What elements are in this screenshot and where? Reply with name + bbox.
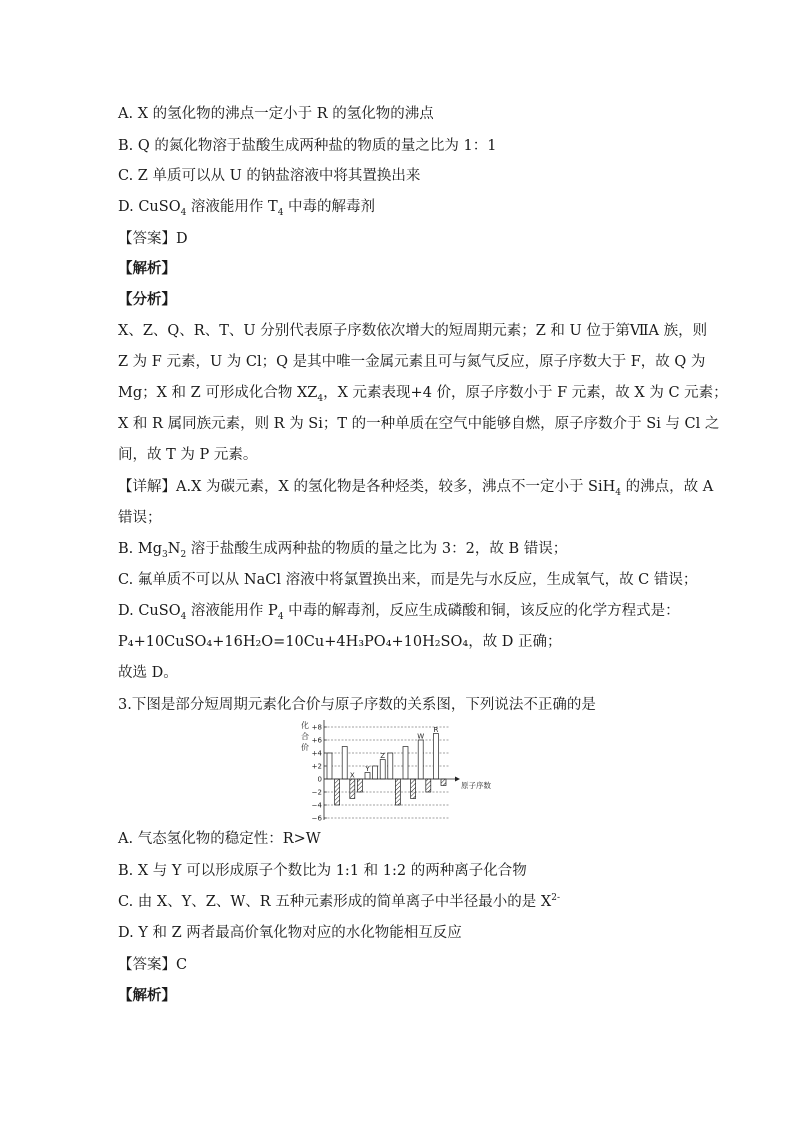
x-axis-arrow [455, 777, 460, 782]
valence-bar [335, 779, 340, 805]
y-label-char-1: 化 [301, 721, 309, 730]
q2-answer: 【答案】D [118, 231, 188, 247]
q3-answer: 【答案】C [118, 957, 188, 973]
valence-bar [373, 766, 378, 779]
element-label: Z [380, 752, 386, 760]
q2-detail-c: C. 氟单质不可以从 NaCl 溶液中将氯置换出来，而是先与水反应，生成氧气，故 C 错误； [118, 572, 698, 588]
valence-bar [380, 760, 385, 780]
y-label-char-2: 合 [301, 732, 309, 741]
y-tick-label: 0 [317, 775, 322, 784]
element-label: R [433, 726, 439, 734]
q3-option-b: B. X 与 Y 可以形成原子个数比为 1:1 和 1:2 的两种离子化合物 [118, 863, 527, 879]
valence-bar [411, 779, 416, 799]
valence-bar [418, 740, 423, 779]
q3-option-c: C. 由 X、Y、Z、W、R 五种元素形成的简单离子中半径最小的是 $X^{2-}$ [118, 893, 561, 910]
valence-bar [327, 753, 332, 779]
q2-option-d: D. CuSO$_4$ 溶液能用作 $T_4$ 中毒的解毒剂 [118, 199, 376, 218]
valence-bar [388, 753, 393, 779]
x-axis-label: 原子序数 [461, 781, 491, 790]
y-tick-label: −4 [311, 801, 322, 810]
element-label: X [349, 771, 355, 780]
valence-bar [395, 779, 400, 805]
y-tick-label: −2 [311, 788, 322, 797]
y-tick-label: −6 [311, 814, 322, 823]
q2-conclusion: 故选 D。 [118, 665, 178, 681]
chart-ticks [312, 724, 327, 823]
q2-analysis-line-2: Z 为 F 元素，U 为 Cl；Q 是其中唯一金属元素且可与氮气反应，原子序数大于 F，故 Q 为 [118, 354, 706, 370]
element-label: W [417, 732, 425, 741]
valence-chart [300, 716, 500, 824]
y-tick-label: +2 [311, 762, 322, 771]
valence-bar [357, 779, 362, 792]
q2-equation: P₄+10CuSO₄+16H₂O=10Cu+4H₃PO₄+10H₂SO₄，故 D 正确； [118, 634, 562, 650]
q2-option-b: B. Q 的氮化物溶于盐酸生成两种盐的物质的量之比为 1：1 [118, 138, 497, 154]
q3-option-d: D. Y 和 Z 两者最高价氧化物对应的水化物能相互反应 [118, 925, 462, 941]
q2-option-a: A. X 的氢化物的沸点一定小于 R 的氢化物的沸点 [118, 106, 434, 122]
q3-option-a: A. 气态氢化物的稳定性：R>W [118, 831, 321, 847]
valence-bar [441, 779, 446, 786]
q2-detail-d: D. CuSO$_4$ 溶液能用作 $P_4$ 中毒的解毒剂，反应生成磷酸和铜，该反应的化学方程式是： [118, 603, 680, 622]
chart-bars [327, 734, 446, 806]
valence-bar [433, 734, 438, 780]
q3-stem: 3.下图是部分短周期元素化合价与原子序数的关系图，下列说法不正确的是 [118, 697, 596, 713]
q2-analysis-line-4: X 和 R 属同族元素，则 R 为 Si；T 的一种单质在空气中能够自燃，原子序数介于 Si 与 Cl 之 [118, 416, 720, 432]
q2-detail-line-2: 错误； [118, 510, 162, 526]
q2-analysis-line-5: 间，故 T 为 P 元素。 [118, 447, 258, 463]
y-tick-label: +6 [311, 736, 322, 745]
valence-bar [365, 773, 370, 780]
valence-bar [426, 779, 431, 792]
element-label: Y [365, 765, 370, 773]
y-tick-label: +4 [311, 749, 322, 758]
valence-bar [403, 747, 408, 780]
q2-option-c: C. Z 单质可以从 U 的钠盐溶液中将其置换出来 [118, 168, 421, 184]
y-label-char-3: 价 [301, 743, 309, 752]
q2-analysis-line-1: X、Z、Q、R、T、U 分别代表原子序数依次增大的短周期元素；Z 和 U 位于第ⅦA 族，则 [118, 323, 708, 339]
y-tick-label: +8 [311, 723, 322, 732]
q2-fenxi-heading: 【分析】 [118, 291, 176, 308]
q2-analysis-line-3: Mg；X 和 Z 可形成化合物 $XZ_4$，X 元素表现+4 价，原子序数小于 F 元素，故 X 为 C 元素； [118, 385, 728, 404]
q2-jiexi-heading: 【解析】 [118, 260, 176, 277]
q2-detail-line-1: 【详解】A.X 为碳元素，X 的氢化物是各种烃类，较多，沸点不一定小于 SiH$_4$ 的沸点，故 A [118, 479, 714, 498]
q2-detail-b: B. $Mg_3N_2$ 溶于盐酸生成两种盐的物质的量之比为 3：2，故 B 错误； [118, 541, 568, 560]
valence-bar [350, 779, 355, 799]
q3-jiexi-heading: 【解析】 [118, 987, 176, 1004]
valence-bar [342, 747, 347, 780]
